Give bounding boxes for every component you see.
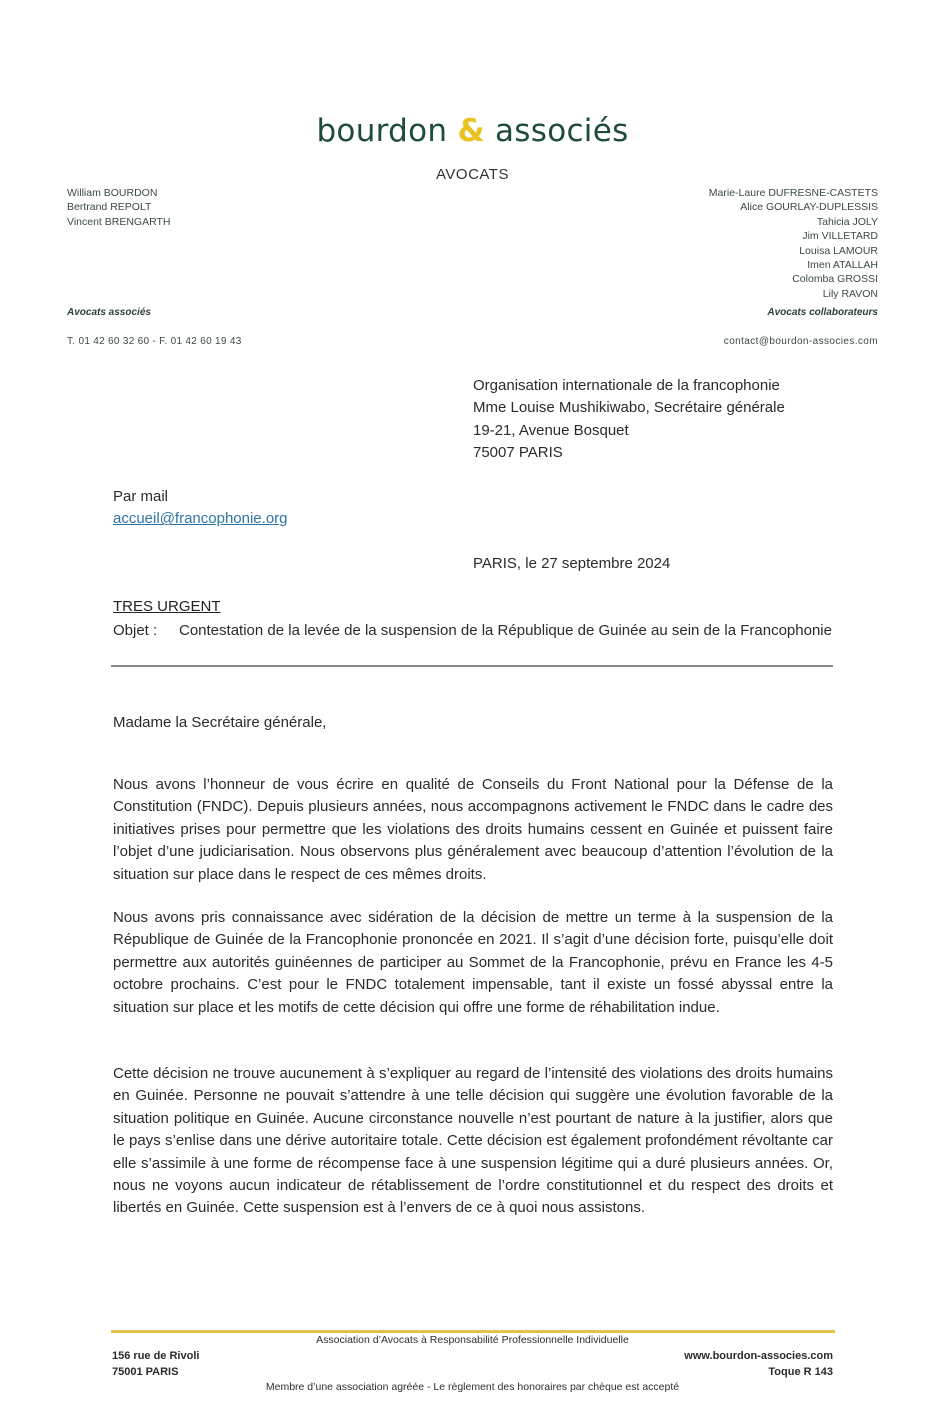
footer-membership: Membre d’une association agréée - Le règlement des honoraires par chèque est accepté	[265, 1381, 680, 1393]
delivery-method: Par mail	[113, 488, 169, 505]
associate-name: Lily RAVON	[822, 287, 878, 300]
firm-name-part1: bourdon	[316, 113, 458, 149]
body-paragraph: Cette décision ne trouve aucunement à s’expliquer au regard de l’intensité des violations des droits humains en Guinée. Personne ne pouvait s’attendre à une telle décision qui suggère une évolution favorable de la situation politique en Guinée. Aucune circonstance nouvelle n’est pourtant de nature à la justifier, alors que le pays s’enlise dans une dérive autoritaire totale. Cette décision est également profondément révoltante car elle s’assimile à une forme de récompense face à une suspension légitime qui a duré plusieurs années. Or, nous ne voyons aucun indicateur de rétablissement de l’ordre constitutionnel et du respect des droits et libertés en Guinée. Cette suspension est à l’envers de ce à quoi nous assistons.	[113, 1065, 833, 1217]
recipient-line: Organisation internationale de la francophonie	[473, 377, 780, 394]
firm-subtitle: AVOCATS	[436, 166, 509, 183]
firm-logo	[0, 113, 945, 149]
associate-name: Tahicia JOLY	[816, 215, 878, 228]
associate-name: Imen ATALLAH	[807, 259, 878, 272]
partners-label: Avocats associés	[67, 307, 151, 318]
footer-address-line: 156 rue de Rivoli	[112, 1350, 200, 1362]
associate-name: Louisa LAMOUR	[799, 244, 878, 257]
subject-label: Objet :	[113, 622, 158, 639]
phone-fax: T. 01 42 60 32 60 - F. 01 42 60 19 43	[67, 336, 242, 347]
subject-line	[113, 620, 833, 642]
partner-name: Vincent BRENGARTH	[67, 215, 171, 228]
recipient-address	[473, 375, 785, 465]
subject-divider	[111, 665, 833, 667]
associate-name: Colomba GROSSI	[792, 273, 878, 286]
recipient-email-link[interactable]: accueil@francophonie.org	[113, 510, 288, 528]
footer-address	[112, 1348, 199, 1380]
delivery-info	[113, 486, 288, 531]
contact-email: contact@bourdon-associes.com	[723, 336, 878, 347]
footer-address-line: 75001 PARIS	[112, 1366, 179, 1378]
associate-name: Jim VILLETARD	[802, 230, 878, 243]
urgency-label: TRES URGENT	[113, 598, 221, 615]
body-paragraph: Nous avons l’honneur de vous écrire en qualité de Conseils du Front National pour la Défense de la Constitution (FNDC). Depuis plusieurs années, nous accompagnons activement le FNDC dans le cadre des initiatives prises pour permettre que les violations des droits humains cessent en Guinée et puissent faire l’objet d’une judiciarisation. Nous observons plus généralement avec beaucoup d’attention l’évolution de la situation sur place dans le respect de ces mêmes droits.	[113, 776, 833, 883]
subject-text: Contestation de la levée de la suspension de la République de Guinée au sein de la Francophonie	[179, 622, 832, 639]
recipient-line: Mme Louise Mushikiwabo, Secrétaire générale	[473, 399, 785, 417]
partners-list	[67, 186, 170, 229]
partner-name: William BOURDON	[67, 187, 158, 199]
salutation: Madame la Secrétaire générale,	[113, 714, 327, 731]
footer-divider	[111, 1330, 835, 1333]
partner-name: Bertrand REPOLT	[67, 201, 152, 214]
footer-association: Association d’Avocats à Responsabilité Professionnelle Individuelle	[316, 1334, 629, 1346]
associate-name: Alice GOURLAY-DUPLESSIS	[740, 201, 878, 214]
body-paragraph: Nous avons pris connaissance avec sidération de la décision de mettre un terme à la suspension de la République de Guinée de la Francophonie prononcée en 2021. Il s’agit d’une décision forte, puisqu’elle doit permettre aux autorités guinéennes de participer au Sommet de la Francophonie, prévu en France les 4-5 octobre prochains. C’est pour le FNDC totalement impensable, tant il existe un fossé abyssal entre la situation sur place et les motifs de cette décision qui offre une forme de réhabilitation indue.	[113, 909, 833, 1016]
associates-list	[709, 186, 878, 301]
footer-toque: Toque R 143	[768, 1366, 833, 1378]
recipient-line: 19-21, Avenue Bosquet	[473, 421, 629, 439]
footer-contact	[684, 1348, 833, 1380]
ampersand-logo-mark: &	[457, 113, 485, 149]
associate-name: Marie-Laure DUFRESNE-CASTETS	[708, 187, 878, 199]
associates-label: Avocats collaborateurs	[767, 307, 878, 318]
firm-name-part2: associés	[484, 113, 629, 149]
recipient-line: 75007 PARIS	[473, 444, 563, 462]
footer-website: www.bourdon-associes.com	[684, 1350, 833, 1362]
letter-date: PARIS, le 27 septembre 2024	[473, 555, 671, 572]
